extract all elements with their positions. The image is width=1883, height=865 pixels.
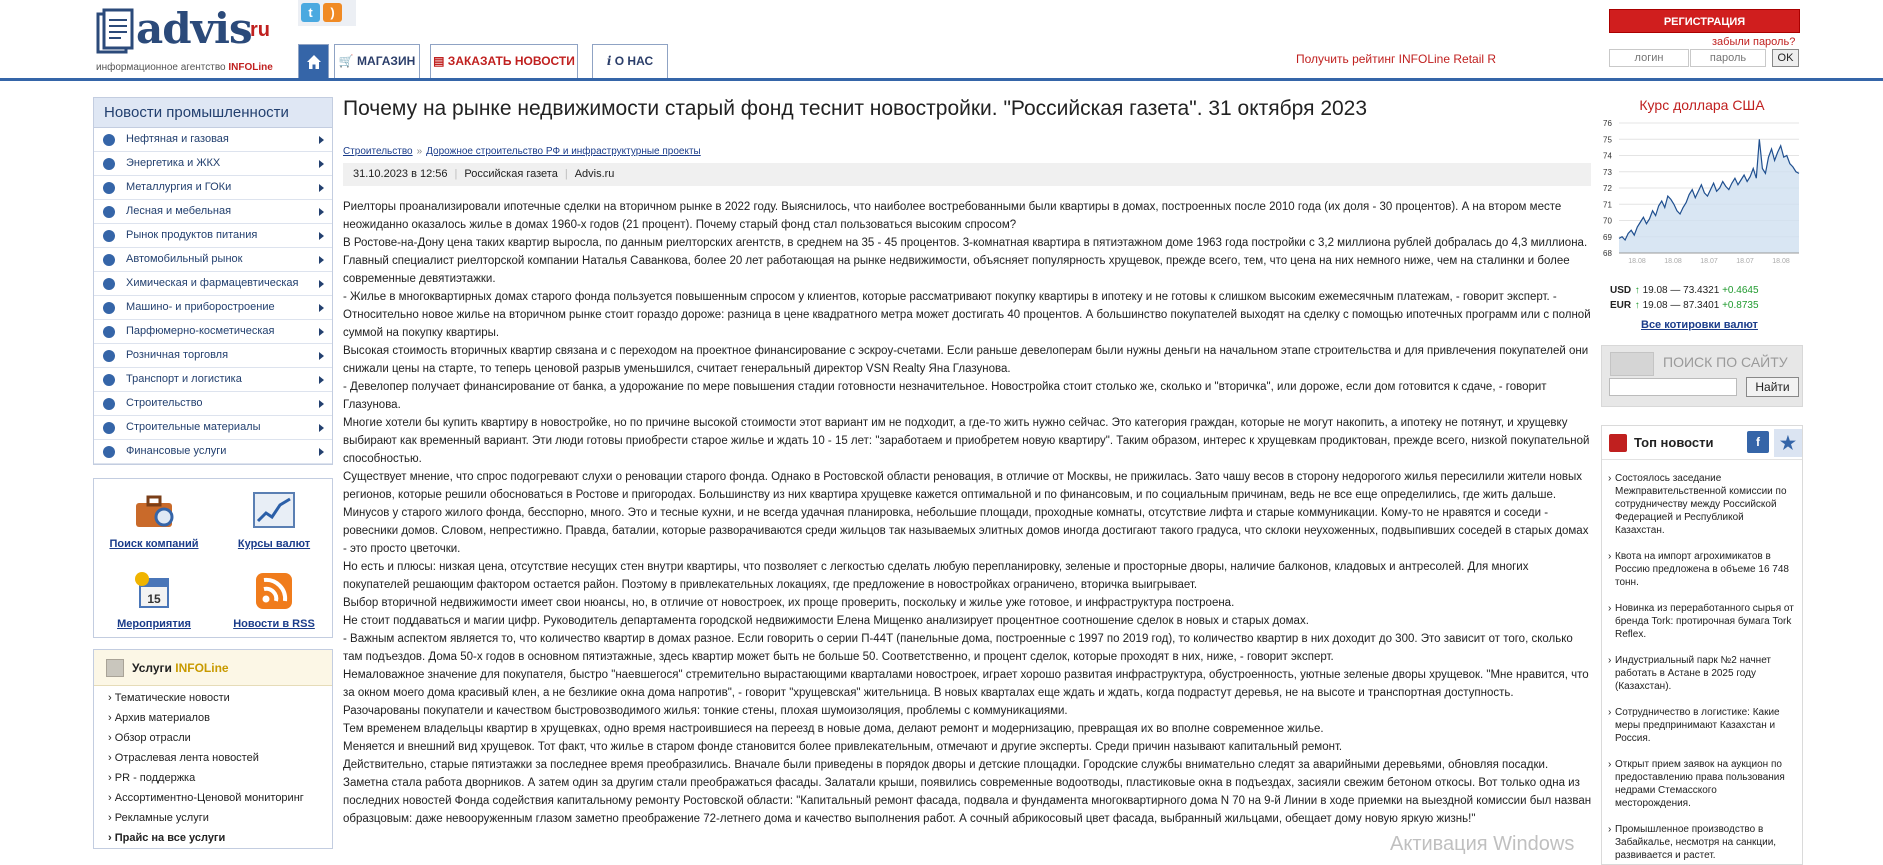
shop-icon xyxy=(103,350,115,362)
chevron-right-icon xyxy=(319,352,324,360)
chevron-right-icon xyxy=(319,280,324,288)
rate-row-eur: EUR ↑ 19.08 — 87.3401 +0.8735 xyxy=(1610,300,1759,311)
search-banner-icon xyxy=(1610,352,1654,376)
chevron-right-icon xyxy=(319,208,324,216)
company-search-link[interactable] xyxy=(99,491,209,550)
os-activation-watermark: Активация Windows xyxy=(1390,833,1575,855)
info-icon: i xyxy=(606,54,612,68)
top-news-header xyxy=(1602,426,1802,460)
rate-value: 87.3401 xyxy=(1683,300,1720,311)
service-label: Отраслевая лента новостей xyxy=(114,752,259,764)
events-link[interactable] xyxy=(99,571,209,630)
site-search-button[interactable]: Найти xyxy=(1746,377,1799,397)
top-news-title: Топ новости xyxy=(1634,435,1714,450)
article-paragraph: Но есть и плюсы: низкая цена, отсутствие несущих стен внутри квартиры, что позволяет с легкостью сделать любую перепланировку, зеленые и просторные дворы, наличие балконов, кладовых и антресолей. Для многих покупателей решающим фактором остается район. Поэтому в привлекательных локациях, где предложение в новостройках ограничено, вторичка выигрывает. xyxy=(343,561,1529,591)
sidebar-item-label: Строительство xyxy=(126,397,203,409)
brick-icon xyxy=(103,422,115,434)
rss-icon[interactable]: ) xyxy=(323,3,342,22)
sidebar-item-construction[interactable] xyxy=(94,392,332,416)
tab-shop-label: МАГАЗИН xyxy=(357,54,416,68)
chart-x-tick: 18.07 xyxy=(1700,258,1718,265)
sidebar-item-auto[interactable] xyxy=(94,248,332,272)
service-link[interactable]: › Отраслевая лента новостей xyxy=(108,752,259,764)
sidebar-item-label: Автомобильный рынок xyxy=(126,253,243,265)
breadcrumb-link[interactable]: Строительство xyxy=(343,146,413,157)
tab-about-label: О НАС xyxy=(614,54,654,68)
star-icon[interactable]: ★ xyxy=(1774,429,1802,457)
chevron-right-icon xyxy=(319,328,324,336)
site-header xyxy=(0,0,1883,80)
top-news-item[interactable]: › Новинка из переработанного сырья от бренда Tork: протирочная бумага Tork Reflex. xyxy=(1608,602,1794,641)
truck-icon xyxy=(103,374,115,386)
article-paragraph: Меняется и внешний вид хрущевок. Тот факт, что жилье в старом фонде становится более привлекательным, отмечают и другие эксперты. Среди причин называют капитальный ремонт. xyxy=(343,741,1343,753)
sidebar-item-label: Парфюмерно-косметическая xyxy=(126,325,275,337)
sidebar-item-label: Рынок продуктов питания xyxy=(126,229,258,241)
service-label: Рекламные услуги xyxy=(114,812,209,824)
oil-drop-icon xyxy=(103,134,115,146)
login-ok-button[interactable]: OK xyxy=(1772,49,1799,67)
cart-icon: 🛒 xyxy=(338,54,354,68)
article-paragraph: Не стоит поддаваться и магии цифр. Руководитель департамента городской недвижимости Елена Мищенко анализирует процентное соотношение сделок в новых и старых домах. xyxy=(343,615,1309,627)
sidebar-item-label: Лесная и мебельная xyxy=(126,205,232,217)
chart-x-tick: 18.07 xyxy=(1736,258,1754,265)
tab-about[interactable] xyxy=(592,44,668,79)
sidebar-item-label: Розничная торговля xyxy=(126,349,229,361)
top-news-item[interactable]: › Открыт прием заявок на аукцион по предоставлению права пользования недрами Стемасского месторождения. xyxy=(1608,758,1794,810)
chevron-right-icon xyxy=(319,136,324,144)
article-paragraph: Высокая стоимость вторичных квартир связана и с переходом на проектное финансирование с эскроу-счетами. Если раньше девелоперам были нужны деньги на начальном этапе строительства и для привлечения покупателей они снижали цены на старте, то теперь ценовой разрыв уменьшился, считает генеральный директор VSN Realty Яна Глазунова. xyxy=(343,345,1589,375)
article-paragraph: Действительно, старые пятиэтажки за последнее время преобразились. Вначале были приведены в порядок дворы и детские площадки. Городские службы внимательно следят за аварийными деревьями, обновляя посадки. Заметна стала работа дворников. А затем один за другим стали преображаться фасады. Залатали крыши, появились современные водоотводы, пластиковые окна в подъездах, засияли свежим бетоном откосы. Вот только одна из последних новостей Фонда содействия капитальному ремонту Ростовской области: "Капитальный ремонт фасада, подвала и фундамента многоквартирного дома N 70 на 9-й Линии в ходе приемки на выездной комиссии был назван образцовым: даже невооруженным глазом заметно преображение 72-летнего дома и качество выполнения работ. А сочный абрикосовый цвет фасада, выбранный жильцами, обещает дому новую яркую жизнь!" xyxy=(343,759,1592,825)
top-news-item[interactable]: › Индустриальный парк №2 начнет работать в Астане в 2025 году (Казахстан). xyxy=(1608,654,1794,693)
site-search-box xyxy=(1601,345,1803,407)
currency-code: EUR xyxy=(1610,300,1632,311)
services-list xyxy=(94,686,332,848)
rss-news-link[interactable] xyxy=(219,571,329,630)
chevron-right-icon xyxy=(319,424,324,432)
flask-icon xyxy=(103,278,115,290)
chart-y-tick: 74 xyxy=(1603,151,1612,161)
newspaper-icon xyxy=(96,8,134,58)
sidebar-item-forest[interactable] xyxy=(94,200,332,224)
chevron-right-icon xyxy=(319,232,324,240)
article-source: Российская газета xyxy=(464,168,558,180)
home-tab[interactable] xyxy=(298,44,329,79)
password-input[interactable] xyxy=(1690,49,1766,67)
left-sidebar xyxy=(93,97,333,849)
service-label: Прайс на все услуги xyxy=(114,832,226,844)
sidebar-item-metallurgy[interactable] xyxy=(94,176,332,200)
logo-wordmark: advis xyxy=(136,4,252,53)
sidebar-item-energy[interactable] xyxy=(94,152,332,176)
chart-y-tick: 69 xyxy=(1603,232,1612,242)
rate-date: 19.08 xyxy=(1642,285,1668,296)
events-label: Мероприятия xyxy=(117,618,191,630)
rate-value: 73.4321 xyxy=(1683,285,1720,296)
forgot-password-link[interactable]: забыли пароль? xyxy=(1712,36,1796,48)
chart-y-tick: 75 xyxy=(1603,135,1612,145)
chart-y-tick: 70 xyxy=(1603,216,1612,226)
top-news-item[interactable]: › Квота на импорт агрохимикатов в Россию предложена в объеме 16 748 тонн. xyxy=(1608,550,1794,589)
article-paragraph: Риелторы проанализировали ипотечные сделки на вторичном рынке в 2022 году. Выяснилось, что наиболее востребованными были квартиры в домах, построенных после 2010 года (их доля - 30 процентов). А на втором месте неожиданно оказалось жилье в домах 1960-х годов (21 процент). Почему старый фонд стал пользоваться высоким спросом? xyxy=(343,201,1562,231)
all-rates-link[interactable]: Все котировки валют xyxy=(1641,319,1758,331)
rss-feed-icon xyxy=(252,571,296,611)
briefcase-icon xyxy=(132,491,176,531)
service-link[interactable]: › Тематические новости xyxy=(108,692,230,704)
lightning-icon xyxy=(103,158,115,170)
breadcrumb-separator: » xyxy=(416,146,423,157)
currency-rates-label: Курсы валют xyxy=(237,538,311,550)
chart-x-tick: 18.08 xyxy=(1664,258,1682,265)
sidebar-item-label: Химическая и фармацевтическая xyxy=(126,277,299,289)
facebook-icon[interactable]: f xyxy=(1747,431,1769,453)
sidebar-item-label: Нефтяная и газовая xyxy=(126,133,229,145)
sidebar-item-oil-gas[interactable] xyxy=(94,128,332,152)
crane-icon xyxy=(103,398,115,410)
sidebar-item-retail[interactable] xyxy=(94,344,332,368)
article-date: 31.10.2023 в 12:56 xyxy=(353,168,448,180)
article-paragraph: Минусов у старого жилого фонда, бесспорно, много. Это и тесные кухни, и не всегда удачная планировка, небольшие площади, проходные комнаты, отсутствие лифта и старые коммуникации. Кому-то не нравятся и соседи - ровесники домов. Словом, непрестижно. Правда, баталии, которые разворачиваются среди жильцов так называемых элитных домов иногда достигают такого градуса, что склоки неухоженных, подвыпивших соседей в старых домах - это просто цветочки. xyxy=(343,507,1589,555)
service-link-pricelist[interactable]: › Прайс на все услуги xyxy=(108,832,226,844)
currency-rates-link[interactable] xyxy=(219,491,329,550)
breadcrumb xyxy=(343,146,701,157)
rates-table xyxy=(1610,283,1810,313)
tree-icon xyxy=(103,206,115,218)
article-paragraph: В Ростове-на-Дону цена таких квартир выросла, по данным риелторских агентств, в среднем на 35 - 45 процентов. 3-комнатная квартира в пятиэтажном доме 1963 года постройки с 3,2 миллиона рублей добралась до 4,3 миллиона. Главный специалист риелторской компании Наталья Саванкова, более 20 лет работающая на рынке недвижимости, объясняет популярность хрущевок, прежде всего, тем, что цена на них немного ниже, чем на сталинки и более современные девятиэтажки. xyxy=(343,237,1588,285)
service-label: Архив материалов xyxy=(114,712,210,724)
arrow-up-icon: ↑ xyxy=(1634,300,1640,311)
service-link[interactable]: › Ассортиментно-Ценовой мониторинг xyxy=(108,792,304,804)
chevron-right-icon xyxy=(319,400,324,408)
top-news-list xyxy=(1602,460,1802,862)
sidebar-item-chemical[interactable] xyxy=(94,272,332,296)
sidebar-item-materials[interactable] xyxy=(94,416,332,440)
article-paragraph: - Девелопер получает финансирование от банка, а удорожание по мере повышения стадии готовности незначительное. Новостройка стоит столько же, сколько и "вторичка", или дороже, если дом готовится к сдаче, - говорит Глазунова. xyxy=(343,381,1547,411)
service-label: Ассортиментно-Ценовой мониторинг xyxy=(114,792,304,804)
gear-icon xyxy=(103,302,115,314)
rate-date: 19.08 xyxy=(1642,300,1668,311)
chevron-right-icon xyxy=(319,304,324,312)
site-search-input[interactable] xyxy=(1609,378,1737,396)
sidebar-item-label: Машино- и приборостроение xyxy=(126,301,275,313)
sidebar-item-food[interactable] xyxy=(94,224,332,248)
chart-x-tick: 18.08 xyxy=(1628,258,1646,265)
chevron-right-icon xyxy=(319,184,324,192)
industry-news-box xyxy=(93,97,333,465)
tab-shop[interactable] xyxy=(334,44,420,79)
breadcrumb-link[interactable]: Дорожное строительство РФ и инфраструктурные проекты xyxy=(426,146,701,157)
sidebar-item-label: Строительные материалы xyxy=(126,421,261,433)
chart-y-tick: 76 xyxy=(1603,119,1612,128)
chart-y-tick: 73 xyxy=(1603,167,1612,177)
top-news-item[interactable]: › Сотрудничество в логистике: Какие меры предпринимают Казахстан и Россия. xyxy=(1608,706,1794,745)
article-title: Почему на рынке недвижимости старый фонд теснит новостройки. "Российская газета". 31 октября 2023 xyxy=(343,97,1368,120)
rate-row-usd: USD ↑ 19.08 — 73.4321 +0.4645 xyxy=(1610,285,1759,296)
svg-text:15: 15 xyxy=(147,592,161,606)
tab-order-news-label: ЗАКАЗАТЬ НОВОСТИ xyxy=(447,54,575,68)
chevron-right-icon xyxy=(319,160,324,168)
top-news-item[interactable]: › Промышленное производство в Забайкалье, несмотря на санкции, развивается и растет. xyxy=(1608,823,1794,862)
service-link[interactable]: › Обзор отрасли xyxy=(108,732,191,744)
article-body xyxy=(343,198,1593,828)
sidebar-item-machinery[interactable] xyxy=(94,296,332,320)
login-input[interactable] xyxy=(1609,49,1689,67)
article-meta xyxy=(343,163,1591,186)
currency-code: USD xyxy=(1610,285,1632,296)
chevron-right-icon xyxy=(319,376,324,384)
chart-y-tick: 68 xyxy=(1603,249,1612,258)
service-label: Обзор отрасли xyxy=(114,732,191,744)
tagline-prefix: информационное агентство xyxy=(96,62,229,73)
metal-icon xyxy=(103,182,115,194)
twitter-icon[interactable]: t xyxy=(301,3,320,22)
apple-icon xyxy=(103,230,115,242)
services-title-text: Услуги xyxy=(132,661,176,675)
coin-icon xyxy=(103,446,115,458)
rating-link[interactable]: Получить рейтинг INFOLine Retail R xyxy=(1296,52,1497,66)
arrow-up-icon: ↑ xyxy=(1634,285,1640,296)
rate-change: +0.8735 xyxy=(1722,300,1759,311)
home-icon xyxy=(306,54,322,70)
sidebar-item-transport[interactable] xyxy=(94,368,332,392)
building-icon xyxy=(106,659,124,677)
meta-divider: | xyxy=(454,168,458,180)
article-paragraph: Тем временем владельцы квартир в хрущевках, одно время настроившиеся на переезд в новые дома, делают ремонт и модернизацию, превращая их во вполне современное жилье. xyxy=(343,723,1324,735)
register-button[interactable]: РЕГИСТРАЦИЯ xyxy=(1609,9,1800,33)
article-paragraph: Выбор вторичной недвижимости имеет свои нюансы, но, в отличие от новостроек, их проще проверить, поскольку и жилье уже готовое, и инфраструктура построена. xyxy=(343,597,1235,609)
chart-icon xyxy=(252,491,296,531)
usd-rate-title: Курс доллара США xyxy=(1639,97,1765,113)
quick-links xyxy=(93,478,333,638)
top-news-box xyxy=(1601,425,1803,865)
services-brand: INFOLine xyxy=(175,661,229,675)
logo-domain: ru xyxy=(250,19,270,41)
article-paragraph: - Жилье в многоквартирных домах старого фонда пользуется повышенным спросом у клиентов, которые рассматривают покупку квартиры в ипотеку и не готовы к слишком высоким ежемесячным платежам, - говорит эксперт. - Относительно новое жилье на вторичном рынке стоит гораздо дороже: разница в цене квадратного метра может достигать 40 процентов. А большинство покупателей выходят на сделку с помощью ипотечных программ или с полной суммой на покупку квартиры. xyxy=(343,291,1591,339)
social-links xyxy=(298,0,356,26)
logo-tagline xyxy=(96,62,273,73)
document-icon: ▤ xyxy=(433,54,445,68)
sidebar-item-finance[interactable] xyxy=(94,440,332,464)
sidebar-item-label: Металлургия и ГОКи xyxy=(126,181,232,193)
article-paragraph: Немаловажное значение для покупателя, быстро "наевшегося" стремительно вырастающими кварталами новостроек, играет хорошо развитая инфраструктура, обустроенность, уютные зеленые дворы хрущевок. "Мне нравится, что за окном моего дома красивый клен, а не безликие окна дома напротив", - говорит "хрущевская" жительница. В новых кварталах еще ждать и ждать, когда подрастут деревья, не на высоте и транспортная доступность. Разочарованы покупатели и качеством быстровозводимого жилья: тонкие стены, плохая шумоизоляция, проблемы с коммуникациями. xyxy=(343,669,1589,717)
nav-divider xyxy=(0,78,1883,81)
perfume-icon xyxy=(103,326,115,338)
company-search-label: Поиск компаний xyxy=(109,538,199,550)
article-site: Advis.ru xyxy=(574,168,615,180)
article-paragraph: - Важным аспектом является то, что количество квартир в домах разное. Если говорить о серии П-44Т (панельные дома, построенные с 1997 по 2019 год), то количество квартир в них доходит до 300. Это зависит от того, сколько там подъездов. Дома 50-х годов в основном пятиэтажные, здесь квартир может быть не больше 50. Соответственно, и процент сделок, которые проходят в них, ниже, - говорит эксперт. xyxy=(343,633,1573,663)
chart-x-tick: 18.08 xyxy=(1772,258,1790,265)
car-icon xyxy=(103,254,115,266)
services-title xyxy=(94,650,332,686)
calendar-icon xyxy=(132,571,176,611)
site-search-title: ПОИСК ПО САЙТУ xyxy=(1663,354,1788,370)
chart-y-tick: 72 xyxy=(1603,184,1612,193)
site-logo[interactable] xyxy=(96,4,286,76)
rate-change: +0.4645 xyxy=(1722,285,1759,296)
sidebar-item-label: Энергетика и ЖКХ xyxy=(126,157,221,169)
right-sidebar xyxy=(1601,95,1803,861)
sidebar-item-label: Финансовые услуги xyxy=(126,445,227,457)
chart-y-tick: 71 xyxy=(1603,200,1612,210)
tagline-brand: INFOLine xyxy=(228,62,273,73)
top-news-item[interactable]: › Состоялось заседание Межправительственной комиссии по сотрудничеству между Российской Федерацией и Республикой Казахстан. xyxy=(1608,472,1794,537)
chevron-right-icon xyxy=(319,448,324,456)
chevron-right-icon xyxy=(319,256,324,264)
news-icon xyxy=(1609,434,1627,452)
rss-news-label: Новости в RSS xyxy=(233,618,315,630)
chart-area xyxy=(1619,139,1799,253)
article-column xyxy=(343,95,1593,825)
industry-news-title: Новости промышленности xyxy=(94,98,332,128)
service-label: Тематические новости xyxy=(114,692,230,704)
tab-order-news[interactable] xyxy=(430,44,578,79)
service-link[interactable]: › Архив материалов xyxy=(108,712,210,724)
article-paragraph: Существует мнение, что спрос подогревают слухи о реновации старого фонда. Однако в Ростовской области реновация, в отличие от Москвы, не прижилась. Зато чашу весов в сторону недорогого жилья пересилили жители новых регионов, которые решили обосноваться в Ростове и пригородах. Большинству из них квартира хрущевке кажется оптимальной и по финансовым, и по социальным причинам, ведь не все еще определились, где жить дальше. xyxy=(343,471,1583,501)
service-link[interactable]: › Рекламные услуги xyxy=(108,812,209,824)
service-label: PR - поддержка xyxy=(114,772,196,784)
sidebar-item-cosmetics[interactable] xyxy=(94,320,332,344)
service-link[interactable]: › PR - поддержка xyxy=(108,772,196,784)
services-box xyxy=(93,649,333,849)
usd-rate-chart[interactable] xyxy=(1601,117,1803,267)
meta-divider: | xyxy=(564,168,568,180)
article-paragraph: Многие хотели бы купить квартиру в новостройке, но по причине высокой стоимости этот вариант им не подходит, а где-то жить нужно сейчас. Это категория граждан, которые не могут накопить, а ипотеку не потянут, и хрущевку выбирают как временный вариант. Эти люди готовы приобрести старое жилье и ждать 10 - 15 лет: "заработаем и приобретем новую квартиру". Таким образом, интерес к хрущевкам продиктован, прежде всего, низкой покупательной способностью. xyxy=(343,417,1590,465)
sidebar-item-label: Транспорт и логистика xyxy=(126,373,242,385)
